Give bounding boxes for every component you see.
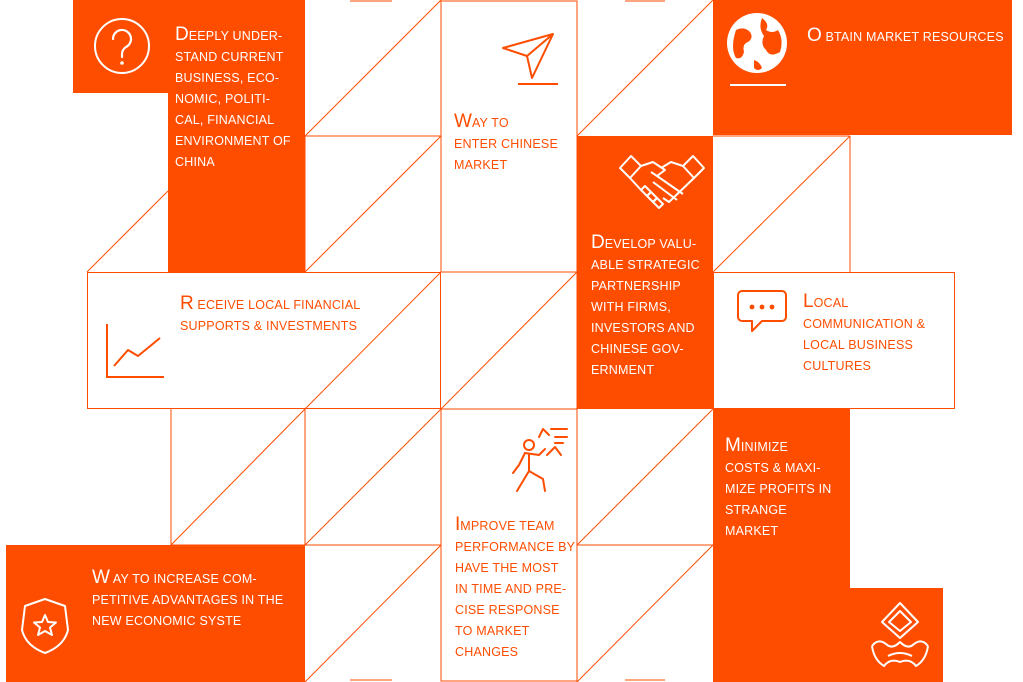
paper-plane-icon [498, 28, 560, 86]
handshake-icon [617, 150, 707, 212]
card-text-way-to-enter [454, 111, 574, 176]
card-text-local-communication [803, 291, 948, 377]
card-label: ECEIVE LOCAL FINANCIAL SUPPORTS & INVESTMENTS [180, 298, 361, 333]
card-initial: L [803, 291, 814, 312]
card-initial: M [725, 435, 741, 456]
shield-star-icon [18, 596, 72, 656]
card-label: EEPLY UNDER- STAND CURRENT BUSINESS, ECO- NOMIC, POLITI- CAL, FINANCIAL ENVIRONMENT OF CHINA [175, 29, 291, 169]
card-initial: D [591, 232, 605, 253]
card-text-deeply-understand [175, 24, 305, 173]
running-person-icon [505, 425, 571, 495]
card-text-minimize-costs [725, 435, 847, 542]
card-text-improve-team [455, 514, 577, 663]
card-label: EVELOP VALU- ABLE STRATEGIC PARTNERSHIP WITH FIRMS, INVESTORS AND CHINESE GOV- ERNMENT [591, 237, 700, 377]
card-label: AY TO INCREASE COM- PETITIVE ADVANTAGES IN THE NEW ECONOMIC SYSTE [92, 572, 284, 628]
card-text-receive-supports [180, 293, 420, 337]
card-text-obtain-resources [807, 25, 1012, 48]
globe-icon [724, 10, 792, 88]
line-chart-icon [104, 324, 166, 380]
card-label: INIMIZE COSTS & MAXI- MIZE PROFITS IN STRANGE MARKET [725, 440, 832, 538]
chat-bubble-icon [736, 289, 788, 335]
card-initial: W [454, 111, 472, 132]
card-initial: D [175, 24, 189, 45]
card-label: AY TO ENTER CHINESE MARKET [454, 116, 559, 172]
card-text-develop-partnership [591, 232, 713, 381]
card-label: MPROVE TEAM PERFORMANCE BY HAVE THE MOST IN TIME AND PRE- CISE RESPONSE TO MARKET CHANGES [455, 519, 576, 659]
card-label: OCAL COMMUNICATION & LOCAL BUSINESS CULTURES [803, 296, 926, 373]
card-initial: I [455, 514, 461, 535]
card-label: BTAIN MARKET RESOURCES [821, 30, 1004, 44]
question-circle-icon [92, 16, 152, 76]
shrimp-icon [868, 600, 932, 672]
card-initial: R [180, 293, 194, 314]
card-initial: W [92, 567, 110, 588]
card-initial: O [807, 25, 822, 46]
card-text-competitive-advantages [92, 567, 297, 632]
